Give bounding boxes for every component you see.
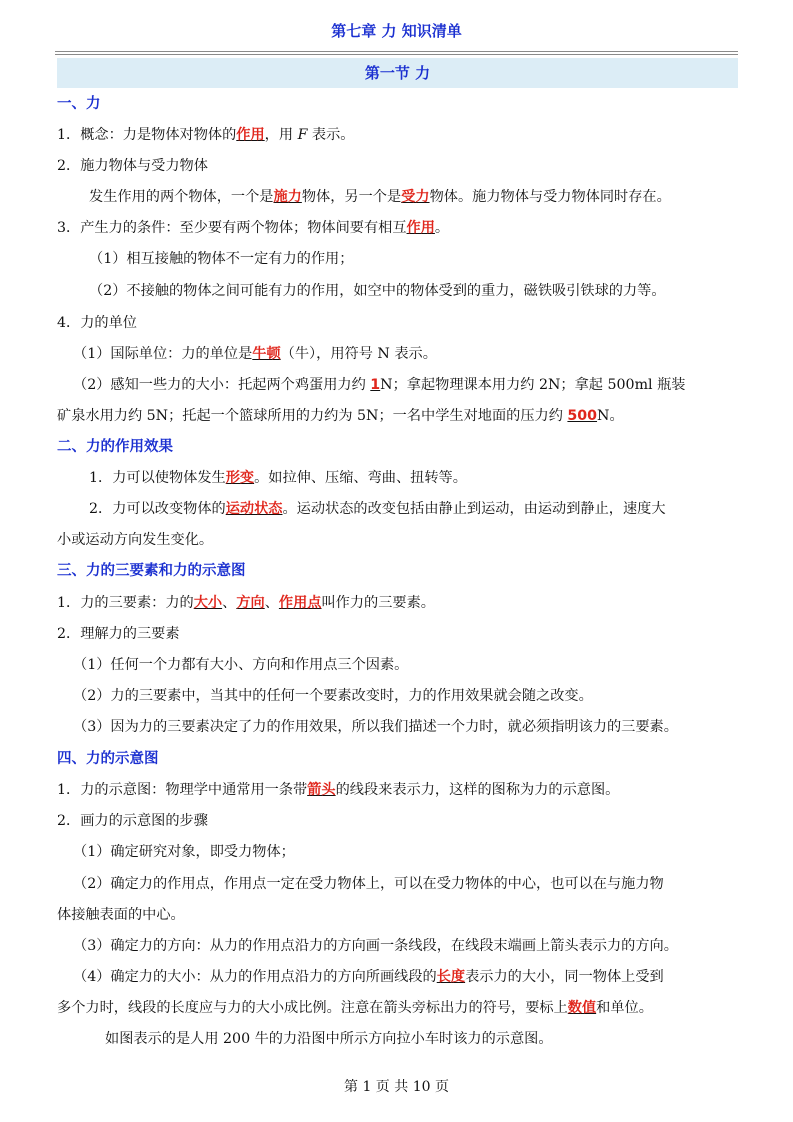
text: 1．力可以使物体发生 <box>89 470 226 486</box>
answer-blank: 受力 <box>401 189 430 205</box>
answer-blank: 牛顿 <box>252 346 281 362</box>
text: 。如拉伸、压缩、弯曲、扭转等。 <box>254 470 467 486</box>
text: N。 <box>597 408 624 424</box>
answer-blank: 500 <box>567 408 598 424</box>
paragraph-step-2-cont: 体接触表面的中心。 <box>57 907 185 923</box>
paragraph-motion <box>89 499 666 519</box>
text: 发生作用的两个物体，一个是 <box>89 189 274 205</box>
text: 、 <box>264 595 279 611</box>
text: 的线段来表示力，这样的图称为力的示意图。 <box>335 782 620 798</box>
paragraph-sub-1: （1）任何一个力都有大小、方向和作用点三个因素。 <box>73 657 409 673</box>
text: （4）确定力的大小：从力的作用点沿力的方向所画线段的 <box>73 969 437 985</box>
document-title: 第七章 力 知识清单 <box>331 22 462 40</box>
paragraph-sub-3: （3）因为力的三要素决定了力的作用效果，所以我们描述一个力时，就必须指明该力的三要素。 <box>73 719 678 735</box>
text: 表示力的大小，同一物体上受到 <box>465 969 664 985</box>
paragraph-step-3: （3）确定力的方向：从力的作用点沿力的方向画一条线段，在线段末端画上箭头表示力的方向。 <box>73 938 678 954</box>
paragraph-sub-2: （2）力的三要素中，当其中的任何一个要素改变时，力的作用效果就会随之改变。 <box>73 688 593 704</box>
paragraph-steps: 2．画力的示意图的步骤 <box>57 813 208 829</box>
header-rule <box>55 54 738 55</box>
page-number: 第 1 页 共 10 页 <box>344 1079 449 1095</box>
symbol-f: F <box>297 127 308 143</box>
heading-effect: 二、力的作用效果 <box>57 439 173 455</box>
paragraph-step-4 <box>73 967 664 987</box>
paragraph-sub-1: （1）相互接触的物体不一定有力的作用； <box>89 251 354 267</box>
paragraph-step-4-cont <box>57 998 653 1018</box>
heading-three-elements: 三、力的三要素和力的示意图 <box>57 563 246 579</box>
text: 。运动状态的改变包括由静止到运动，由运动到静止，速度大 <box>282 501 666 517</box>
answer-blank: 1 <box>370 377 381 393</box>
paragraph-sense-force-cont <box>57 406 624 426</box>
answer-blank: 运动状态 <box>225 501 283 517</box>
paragraph-elements <box>57 593 435 613</box>
answer-blank: 作用 <box>236 127 265 143</box>
text: 物体。施力物体与受力物体同时存在。 <box>429 189 671 205</box>
text: 矿泉水用力约 5N；托起一个篮球所用的力约为 5N；一名中学生对地面的压力约 <box>57 408 568 424</box>
paragraph-step-1: （1）确定研究对象，即受力物体； <box>73 844 295 860</box>
text: 1．概念：力是物体对物体的 <box>57 127 237 143</box>
paragraph-motion-cont: 小或运动方向发生变化。 <box>57 532 214 548</box>
text: （1）国际单位：力的单位是 <box>73 346 253 362</box>
text: 3．产生力的条件：至少要有两个物体；物体间要有相互 <box>57 220 407 236</box>
answer-blank: 形变 <box>225 470 255 486</box>
text: 。 <box>434 220 450 236</box>
paragraph-deform <box>89 468 467 488</box>
answer-blank: 方向 <box>236 595 265 611</box>
heading-force: 一、力 <box>57 96 101 112</box>
paragraph-understand: 2．理解力的三要素 <box>57 626 180 642</box>
paragraph-step-2: （2）确定力的作用点，作用点一定在受力物体上，可以在受力物体的中心，也可以在与施力物 <box>73 876 664 892</box>
answer-blank: 数值 <box>567 1000 597 1016</box>
section-title: 第一节 力 <box>57 58 738 88</box>
answer-blank: 作用点 <box>278 595 322 611</box>
text: （2）感知一些力的大小：托起两个鸡蛋用力约 <box>73 377 371 393</box>
heading-diagram: 四、力的示意图 <box>57 751 159 767</box>
text: 和单位。 <box>596 1000 653 1016</box>
paragraph-unit <box>73 344 437 364</box>
paragraph-item-2: 2．施力物体与受力物体 <box>57 158 208 174</box>
paragraph-bodies <box>89 187 671 207</box>
header-rule <box>55 51 738 52</box>
answer-blank: 箭头 <box>307 782 336 798</box>
text: 1．力的三要素：力的 <box>57 595 194 611</box>
paragraph-item-4: 4．力的单位 <box>57 315 137 331</box>
text: 表示。 <box>307 127 355 143</box>
answer-blank: 大小 <box>193 595 223 611</box>
answer-blank: 作用 <box>406 220 435 236</box>
text: 多个力时，线段的长度应与力的大小成比例。注意在箭头旁标出力的符号，要标上 <box>57 1000 568 1016</box>
text: 物体，另一个是 <box>301 189 402 205</box>
paragraph-sub-2: （2）不接触的物体之间可能有力的作用，如空中的物体受到的重力，磁铁吸引铁球的力等。 <box>89 283 666 299</box>
text: 1．力的示意图：物理学中通常用一条带 <box>57 782 308 798</box>
paragraph-condition <box>57 218 449 238</box>
text: ，用 <box>264 127 298 143</box>
answer-blank: 施力 <box>273 189 302 205</box>
text: （牛），用符号 N 表示。 <box>280 346 437 362</box>
paragraph-diagram-def <box>57 780 619 800</box>
answer-blank: 长度 <box>436 969 466 985</box>
paragraph-concept <box>57 125 355 145</box>
text: 叫作力的三要素。 <box>321 595 435 611</box>
text: N；拿起物理课本用力约 2N；拿起 500ml 瓶装 <box>380 377 686 393</box>
text: 2．力可以改变物体的 <box>89 501 226 517</box>
text: 、 <box>222 595 237 611</box>
paragraph-example: 如图表示的是人用 200 牛的力沿图中所示方向拉小车时该力的示意图。 <box>105 1031 553 1047</box>
paragraph-sense-force <box>73 375 685 395</box>
